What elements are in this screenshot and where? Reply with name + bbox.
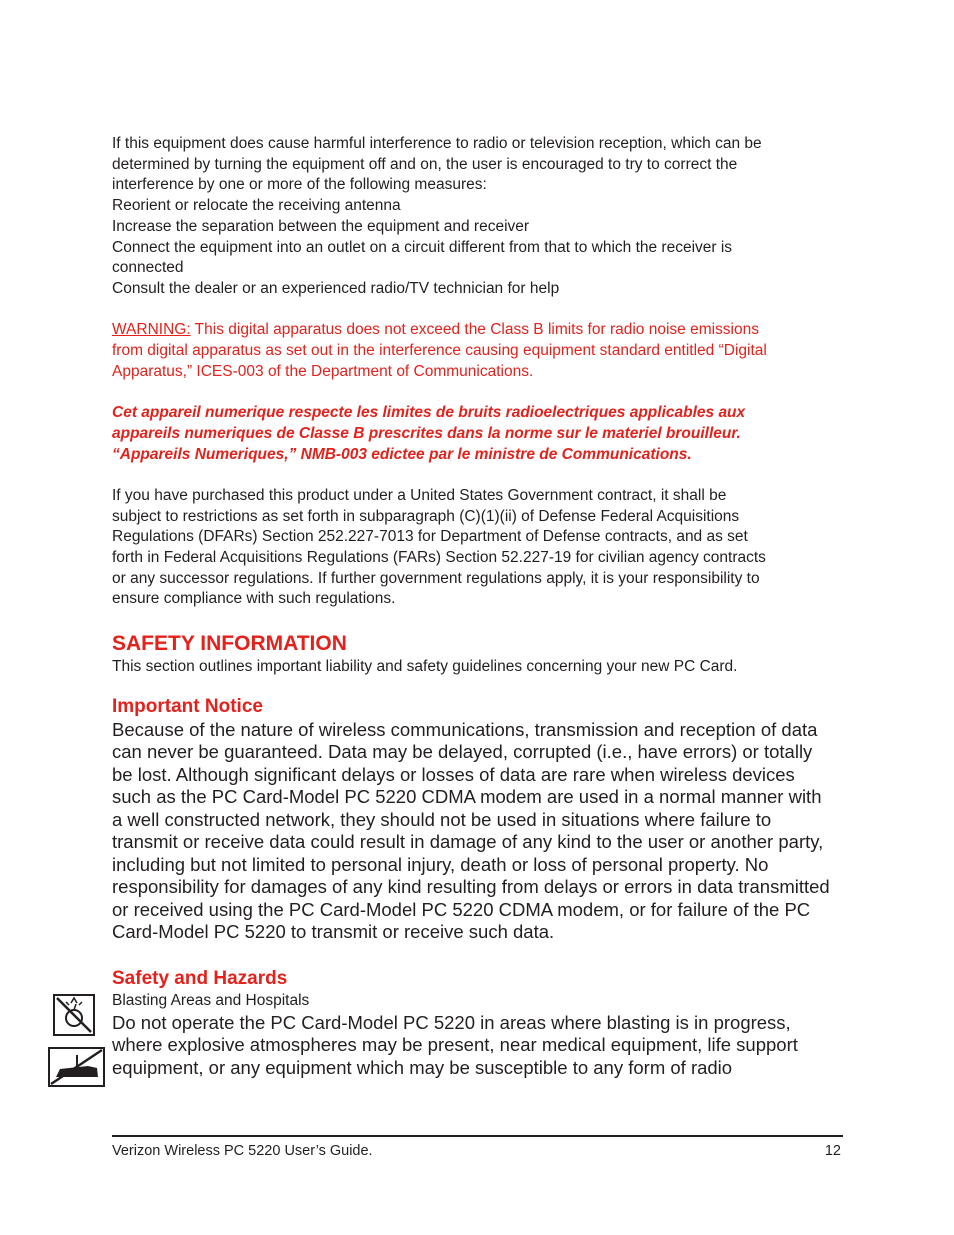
notice-line: such as the PC Card-Model PC 5220 CDMA modem are used in a normal manner with — [112, 786, 822, 808]
warning-label: WARNING: — [112, 321, 191, 339]
notice-line: responsibility for damages of any kind resulting from delays or errors in data transmitted — [112, 876, 830, 898]
safety-information-heading: SAFETY INFORMATION — [112, 632, 347, 656]
hazards-line: Do not operate the PC Card-Model PC 5220 in areas where blasting is in progress, — [112, 1011, 791, 1033]
government-paragraph — [112, 486, 842, 610]
warning-text: This digital apparatus does not exceed the Class B limits for radio noise emissions — [190, 321, 759, 339]
warning-paragraph — [112, 320, 842, 382]
notice-line: Because of the nature of wireless communications, transmission and reception of data — [112, 718, 818, 740]
government-line: or any successor regulations. If further government regulations apply, it is your responsibility to — [112, 569, 760, 587]
no-explosives-icon — [53, 994, 95, 1036]
government-line: ensure compliance with such regulations. — [112, 590, 396, 608]
blasting-subheading: Blasting Areas and Hospitals — [112, 991, 310, 1009]
page-number: 12 — [824, 1143, 841, 1159]
intro-line: If this equipment does cause harmful interference to radio or television reception, which can be — [112, 135, 762, 152]
notice-line: including but not limited to personal injury, death or loss of personal property. No — [112, 853, 769, 875]
hazards-line: equipment, or any equipment which may be susceptible to any form of radio — [112, 1056, 733, 1078]
intro-line: connected — [112, 259, 184, 277]
intro-line: determined by turning the equipment off and on, the user is encouraged to try to correct the — [112, 155, 738, 173]
footer-divider — [112, 1135, 843, 1137]
french-warning-paragraph — [112, 403, 842, 465]
page-content — [112, 134, 842, 1079]
notice-line: or received using the PC Card-Model PC 5220 CDMA modem, or for failure of the PC — [112, 898, 811, 920]
notice-line: be lost. Although significant delays or losses of data are rare when wireless devices — [112, 763, 795, 785]
important-notice-heading: Important Notice — [112, 695, 263, 717]
important-notice-paragraph — [112, 719, 842, 944]
warning-line: Apparatus,” ICES-003 of the Department of Communications. — [112, 362, 534, 380]
government-line: Regulations (DFARs) Section 252.227-7013 for Department of Defense contracts, and as set — [112, 528, 748, 546]
notice-line: transmit or receive data could result in damage of any kind to the user or another party, — [112, 831, 824, 853]
intro-line: Reorient or relocate the receiving antenna — [112, 197, 401, 215]
hazards-line: where explosive atmospheres may be present, near medical equipment, life support — [112, 1034, 798, 1056]
hazards-paragraph — [112, 1012, 842, 1080]
intro-line: Connect the equipment into an outlet on a circuit different from that to which the receiver is — [112, 238, 733, 256]
government-line: forth in Federal Acquisitions Regulations (FARs) Section 52.227-19 for civilian agency contracts — [112, 549, 766, 567]
notice-line: Card-Model PC 5220 to transmit or receive such data. — [112, 921, 555, 943]
notice-line: a well constructed network, they should not be used in situations where failure to — [112, 808, 772, 830]
intro-line: Consult the dealer or an experienced radio/TV technician for help — [112, 279, 560, 297]
warning-line — [112, 320, 842, 341]
safety-hazards-heading: Safety and Hazards — [112, 967, 288, 989]
government-line: If you have purchased this product under a United States Government contract, it shall be — [112, 486, 727, 504]
intro-paragraph — [112, 134, 842, 300]
french-line: Cet appareil numerique respecte les limites de bruits radioelectriques applicables aux — [112, 404, 746, 422]
intro-line: Increase the separation between the equipment and receiver — [112, 217, 530, 235]
notice-line: can never be guaranteed. Data may be delayed, corrupted (i.e., have errors) or totally — [112, 741, 813, 763]
government-line: subject to restrictions as set forth in subparagraph (C)(1)(ii) of Defense Federal Acquisitions — [112, 507, 740, 525]
safety-intro: This section outlines important liability and safety guidelines concerning your new PC Card. — [112, 658, 738, 676]
footer-title: Verizon Wireless PC 5220 User’s Guide. — [112, 1143, 373, 1159]
warning-line: from digital apparatus as set out in the interference causing equipment standard entitled “Digital — [112, 342, 767, 360]
no-radio-transmitters-icon — [48, 1047, 105, 1087]
french-line: “Appareils Numeriques,” NMB-003 edictee par le ministre de Communications. — [112, 445, 692, 463]
intro-line: interference by one or more of the following measures: — [112, 176, 487, 194]
french-line: appareils numeriques de Classe B prescrites dans la norme sur le materiel brouilleur. — [112, 424, 741, 442]
